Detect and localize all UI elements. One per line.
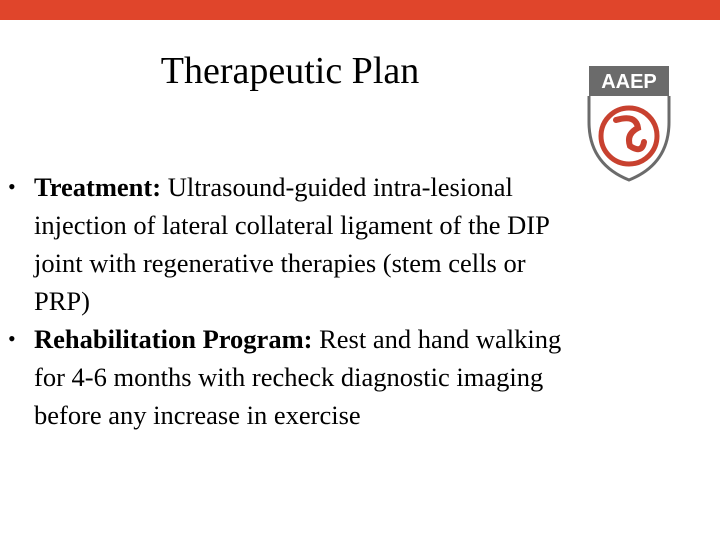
bullet-dot-icon: • [8,326,16,351]
bullet-text: Rest and hand walking for 4-6 months with recheck diagnostic imaging before any increase in exercise [34,324,562,430]
top-accent-bar [0,0,720,20]
bullet-dot-icon: • [8,174,16,199]
bullet-label: Rehabilitation Program: [34,324,313,354]
bullet-text: Ultrasound-guided intra-lesional injection of lateral collateral ligament of the DIP joint with regenerative therapies (stem cells or PRP) [34,172,549,316]
aaep-logo [586,64,672,184]
bullet-label: Treatment: [34,172,162,202]
logo-text: AAEP [601,71,657,93]
slide-title: Therapeutic Plan [160,50,420,92]
bullet-rehabilitation [8,320,588,434]
bullet-treatment [8,168,588,320]
bullet-list [8,168,588,434]
